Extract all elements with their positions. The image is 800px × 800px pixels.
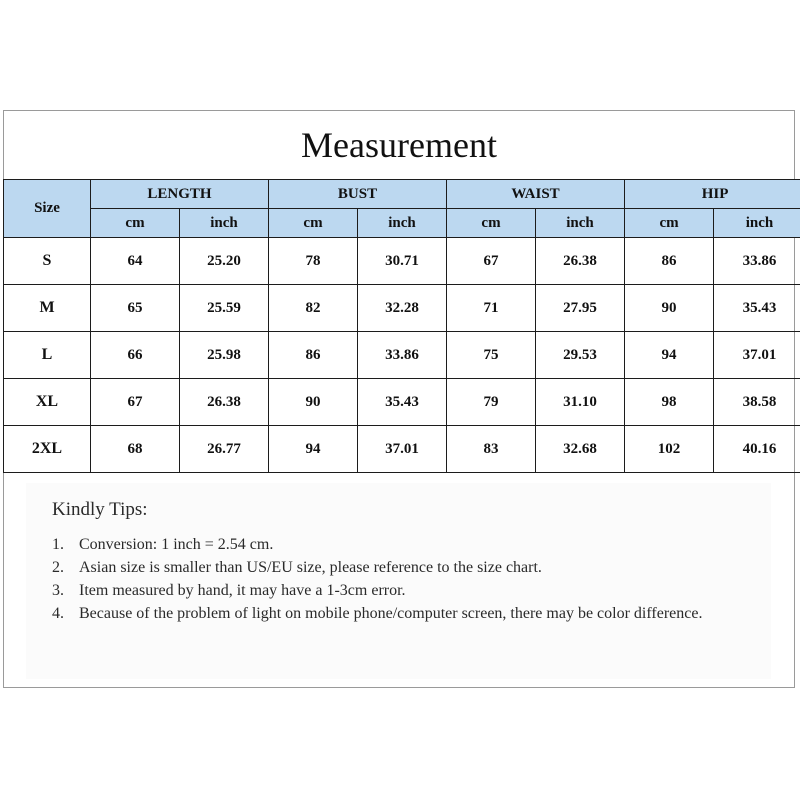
value-cell: 26.38 [536, 238, 625, 285]
unit-header: cm [625, 209, 714, 238]
value-cell: 26.77 [180, 426, 269, 473]
value-cell: 26.38 [180, 379, 269, 426]
size-cell: XL [4, 379, 91, 426]
value-cell: 32.68 [536, 426, 625, 473]
value-cell: 66 [91, 332, 180, 379]
value-cell: 30.71 [358, 238, 447, 285]
table-row [4, 379, 800, 426]
value-cell: 82 [269, 285, 358, 332]
value-cell: 35.43 [714, 285, 800, 332]
header-row-groups [4, 180, 800, 209]
value-cell: 33.86 [358, 332, 447, 379]
value-cell: 29.53 [536, 332, 625, 379]
value-cell: 98 [625, 379, 714, 426]
value-cell: 86 [269, 332, 358, 379]
unit-header: cm [447, 209, 536, 238]
size-table [3, 179, 800, 473]
tip-text: Conversion: 1 inch = 2.54 cm. [79, 536, 274, 553]
size-header: Size [4, 180, 91, 238]
value-cell: 65 [91, 285, 180, 332]
unit-header: inch [714, 209, 800, 238]
tip-text: Because of the problem of light on mobile phone/computer screen, there may be color difference. [79, 605, 703, 622]
value-cell: 71 [447, 285, 536, 332]
group-header-hip: HIP [625, 180, 800, 209]
size-cell: 2XL [4, 426, 91, 473]
value-cell: 25.98 [180, 332, 269, 379]
table-row [4, 285, 800, 332]
unit-header: inch [536, 209, 625, 238]
group-header-bust: BUST [269, 180, 447, 209]
value-cell: 90 [625, 285, 714, 332]
tip-number: 2. [52, 559, 64, 576]
group-header-length: LENGTH [91, 180, 269, 209]
tip-number: 1. [52, 536, 64, 553]
value-cell: 31.10 [536, 379, 625, 426]
tip-number: 3. [52, 582, 64, 599]
value-cell: 32.28 [358, 285, 447, 332]
value-cell: 75 [447, 332, 536, 379]
tip-text: Item measured by hand, it may have a 1-3cm error. [79, 582, 406, 599]
value-cell: 78 [269, 238, 358, 285]
tip-item [52, 602, 752, 625]
size-cell: S [4, 238, 91, 285]
value-cell: 83 [447, 426, 536, 473]
table-row [4, 238, 800, 285]
value-cell: 86 [625, 238, 714, 285]
value-cell: 90 [269, 379, 358, 426]
tips-list [52, 533, 752, 625]
value-cell: 94 [625, 332, 714, 379]
unit-header: cm [269, 209, 358, 238]
unit-header: inch [358, 209, 447, 238]
value-cell: 33.86 [714, 238, 800, 285]
tip-item [52, 579, 752, 602]
tip-item [52, 556, 752, 579]
size-cell: M [4, 285, 91, 332]
group-header-waist: WAIST [447, 180, 625, 209]
value-cell: 102 [625, 426, 714, 473]
value-cell: 94 [269, 426, 358, 473]
unit-header: inch [180, 209, 269, 238]
tips-title: Kindly Tips: [52, 499, 148, 520]
value-cell: 40.16 [714, 426, 800, 473]
size-cell: L [4, 332, 91, 379]
tip-item [52, 533, 752, 556]
table-row [4, 426, 800, 473]
value-cell: 67 [447, 238, 536, 285]
value-cell: 35.43 [358, 379, 447, 426]
size-chart-panel [3, 110, 795, 688]
value-cell: 27.95 [536, 285, 625, 332]
value-cell: 37.01 [714, 332, 800, 379]
tips-box [26, 483, 771, 679]
table-body [4, 238, 800, 473]
value-cell: 25.59 [180, 285, 269, 332]
value-cell: 67 [91, 379, 180, 426]
tip-number: 4. [52, 605, 64, 622]
page-title: Measurement [301, 125, 497, 165]
value-cell: 25.20 [180, 238, 269, 285]
header-row-units [4, 209, 800, 238]
table-row [4, 332, 800, 379]
value-cell: 38.58 [714, 379, 800, 426]
value-cell: 68 [91, 426, 180, 473]
value-cell: 37.01 [358, 426, 447, 473]
value-cell: 79 [447, 379, 536, 426]
tip-text: Asian size is smaller than US/EU size, please reference to the size chart. [79, 559, 542, 576]
value-cell: 64 [91, 238, 180, 285]
unit-header: cm [91, 209, 180, 238]
